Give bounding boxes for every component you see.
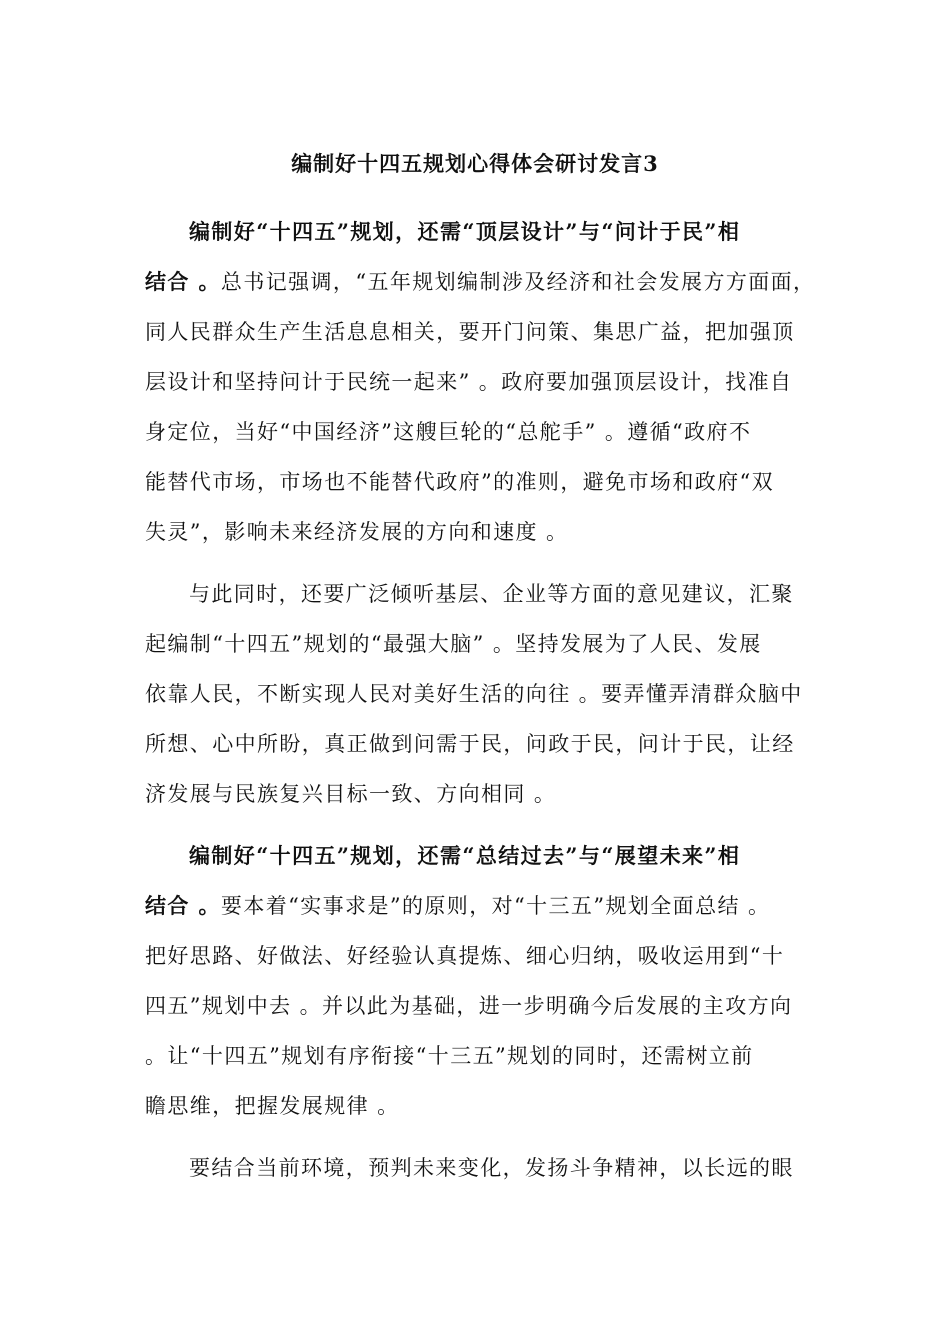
paragraph-line [145,457,815,507]
lead-text: 结合 。 [145,893,221,918]
paragraph-line [145,569,815,619]
line-text: 所想、心中所盼，真正做到问需于民，问政于民，问计于民，让经 [145,732,795,756]
line-text: 四五”规划中去 。并以此为基础，进一步明确今后发展的主攻方向 [145,994,793,1018]
paragraph-line [145,931,815,981]
paragraph-3 [145,831,815,1131]
paragraph-line [145,357,815,407]
line-text: 。让“十四五”规划有序衔接“十三五”规划的同时，还需树立前 [145,1044,754,1068]
line-text: 与此同时，还要广泛倾听基层、企业等方面的意见建议，汇聚 [189,582,794,606]
paragraph-line [145,307,815,357]
lead-text: 编制好“十四五”规划，还需“顶层设计”与“问计于民”相 [189,219,741,244]
line-text: 依靠人民，不断实现人民对美好生活的向往 。要弄懂弄清群众脑中 [145,682,803,706]
paragraph-line [145,1031,815,1081]
line-text: 济发展与民族复兴目标一致、方向相同 。 [145,782,557,806]
line-text: 同人民群众生产生活息息相关，要开门问策、集思广益，把加强顶 [145,320,795,344]
paragraph-line [145,669,815,719]
paragraph-line [145,769,815,819]
paragraph-line [145,507,815,557]
line-text: 总书记强调，“五年规划编制涉及经济和社会发展方方面面， [220,270,816,294]
line-text: 失灵”，影响未来经济发展的方向和速度 。 [145,520,569,544]
line-text: 要本着“实事求是”的原则，对“十三五”规划全面总结 。 [220,894,771,918]
line-text: 能替代市场，市场也不能替代政府”的准则，避免市场和政府“双 [145,470,775,494]
paragraph-line [145,619,815,669]
line-text: 要结合当前环境，预判未来变化，发扬斗争精神，以长远的眼 [189,1156,794,1180]
line-text: 起编制“十四五”规划的“最强大脑” 。坚持发展为了人民、发展 [145,632,762,656]
line-text: 瞻思维，把握发展规律 。 [145,1094,400,1118]
paragraph-line [145,881,815,931]
paragraph-line [145,257,815,307]
paragraph-line [145,1143,815,1193]
document-body [145,207,815,1193]
line-text: 把好思路、好做法、好经验认真提炼、细心归纳，吸收运用到“十 [145,944,785,968]
paragraph-line [145,831,815,881]
paragraph-line [145,407,815,457]
paragraph-line [145,719,815,769]
lead-text: 编制好“十四五”规划，还需“总结过去”与“展望未来”相 [189,843,741,868]
paragraph-2 [145,569,815,819]
document-title: 编制好十四五规划心得体会研讨发言3 [291,151,659,176]
line-text: 层设计和坚持问计于民统一起来” 。政府要加强顶层设计，找准自 [145,370,793,394]
paragraph-1 [145,207,815,557]
lead-text: 结合 。 [145,269,221,294]
paragraph-line [145,207,815,257]
paragraph-line [145,1081,815,1131]
paragraph-line [145,981,815,1031]
paragraph-4 [145,1143,815,1193]
line-text: 身定位，当好“中国经济”这艘巨轮的“总舵手” 。遵循“政府不 [145,420,752,444]
